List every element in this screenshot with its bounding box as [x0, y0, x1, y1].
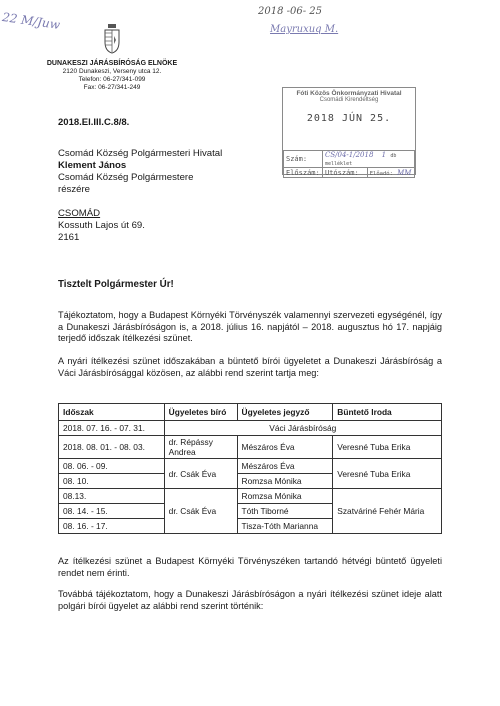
paragraph-2: A nyári ítélkezési szünet időszakában a büntető bírói ügyeletet a Dunakeszi Járásbíróság a Váci Járásbírósággal közösen, az alábbi rend szerint tartja meg:: [58, 356, 442, 378]
stamp-db-value: 1: [381, 151, 387, 159]
cell-period: 08. 16. - 17.: [59, 519, 165, 534]
table-row: [59, 489, 442, 504]
cell-period: 08. 06. - 09.: [59, 459, 165, 474]
org-fax: Fax: 06-27/341-249: [83, 84, 141, 91]
cell-office: Veresné Tuba Erika: [333, 459, 442, 489]
col-header-judge: Ügyeletes bíró: [164, 404, 237, 421]
cell-clerk: Tisza-Tóth Marianna: [237, 519, 333, 534]
stamp-szam-label: Szám:: [286, 155, 308, 163]
col-header-clerk: Ügyeletes jegyző: [237, 404, 333, 421]
org-header: [42, 60, 182, 92]
duty-schedule-table: [58, 403, 442, 534]
cell-clerk: Mészáros Éva: [237, 459, 333, 474]
org-name: DUNAKESZI JÁRÁSBÍRÓSÁG ELNÖKE: [46, 60, 178, 67]
cell-office: Szatváriné Fehér Mária: [333, 489, 442, 534]
cell-period: 08. 14. - 15.: [59, 504, 165, 519]
stamp-eloado-value: MM: [397, 168, 412, 177]
recipient-title: Csomád Község Polgármestere: [58, 172, 194, 183]
recipient-street: Kossuth Lajos út 69.: [58, 220, 145, 231]
table-header-row: [59, 404, 442, 421]
cell-period: 2018. 08. 01. - 08. 03.: [59, 436, 165, 459]
recipient-zip: 2161: [58, 232, 80, 243]
handwritten-corner-note: 22 M/Juw: [1, 10, 61, 32]
org-address: 2120 Dunakeszi, Verseny utca 12.: [62, 68, 162, 75]
stamp-eloszam-label: Előszám:: [286, 168, 320, 177]
handwritten-signature: Mayruxuq M.: [270, 24, 339, 35]
cell-clerk: Tóth Tiborné: [237, 504, 333, 519]
stamp-title: Fóti Közös Önkormányzati Hivatal: [296, 90, 402, 97]
recipient-name: Klement János: [58, 160, 127, 171]
cell-period: 08. 10.: [59, 474, 165, 489]
hungarian-coat-of-arms-icon: [103, 24, 121, 59]
recipient-for: részére: [58, 184, 90, 195]
table-row: [59, 459, 442, 474]
cell-judge: dr. Répássy Andrea: [164, 436, 237, 459]
org-phone: Telefon: 06-27/341-099: [78, 76, 146, 83]
cell-judge: dr. Csák Éva: [164, 489, 237, 534]
handwritten-received-date: 2018 -06- 25: [258, 6, 323, 17]
stamp-eloado-label: Előadó:: [369, 170, 393, 177]
cell-office: Veresné Tuba Erika: [333, 436, 442, 459]
cell-judge: dr. Csák Éva: [164, 459, 237, 489]
cell-clerk: Mészáros Éva: [237, 436, 333, 459]
col-header-office: Büntető Iroda: [333, 404, 442, 421]
recipient-block: [58, 148, 222, 244]
paragraph-4: Továbbá tájékoztatom, hogy a Dunakeszi Járásbíróságon a nyári ítélkezési szünet ideje alatt polgári bírói ügyelet az alábbi rend szerint történik:: [58, 589, 442, 611]
paragraph-1: Tájékoztatom, hogy a Budapest Környéki Törvényszék valamennyi szervezeti egységénél, így a Dunakeszi Járásbíróságon is, a 2018. július 16. napjától – 2018. augusztus hó 17. napjáig terjedő időszak ítélkezési szünet.: [58, 310, 442, 344]
paragraph-3: Az ítélkezési szünet a Budapest Környéki Törvényszéken tartandó hétvégi büntető ügyeleti rendet nem érinti.: [58, 556, 442, 578]
table-row: [59, 436, 442, 459]
recipient-city: CSOMÁD: [58, 208, 101, 219]
cell-merged-court: Váci Járásbíróság: [164, 421, 441, 436]
stamp-szam-value: CS/04-1/2018: [325, 151, 374, 159]
table-row: [59, 421, 442, 436]
registry-stamp: [282, 87, 416, 175]
stamp-utoszam-label: Utószám:: [325, 168, 359, 177]
salutation: Tisztelt Polgármester Úr!: [58, 279, 174, 290]
col-header-period: Időszak: [59, 404, 165, 421]
stamp-db-label: db melléklet: [325, 153, 397, 167]
stamp-subtitle: Csomádi Kirendeltség: [319, 97, 379, 103]
stamp-date: 2018 JÚN 25.: [306, 113, 392, 124]
cell-clerk: Romzsa Mónika: [237, 489, 333, 504]
recipient-office: Csomád Község Polgármesteri Hivatal: [58, 148, 223, 159]
cell-period: 08.13.: [59, 489, 165, 504]
cell-clerk: Romzsa Mónika: [237, 474, 333, 489]
reference-number: 2018.El.III.C.8/8.: [58, 117, 130, 128]
cell-period: 2018. 07. 16. - 07. 31.: [59, 421, 165, 436]
